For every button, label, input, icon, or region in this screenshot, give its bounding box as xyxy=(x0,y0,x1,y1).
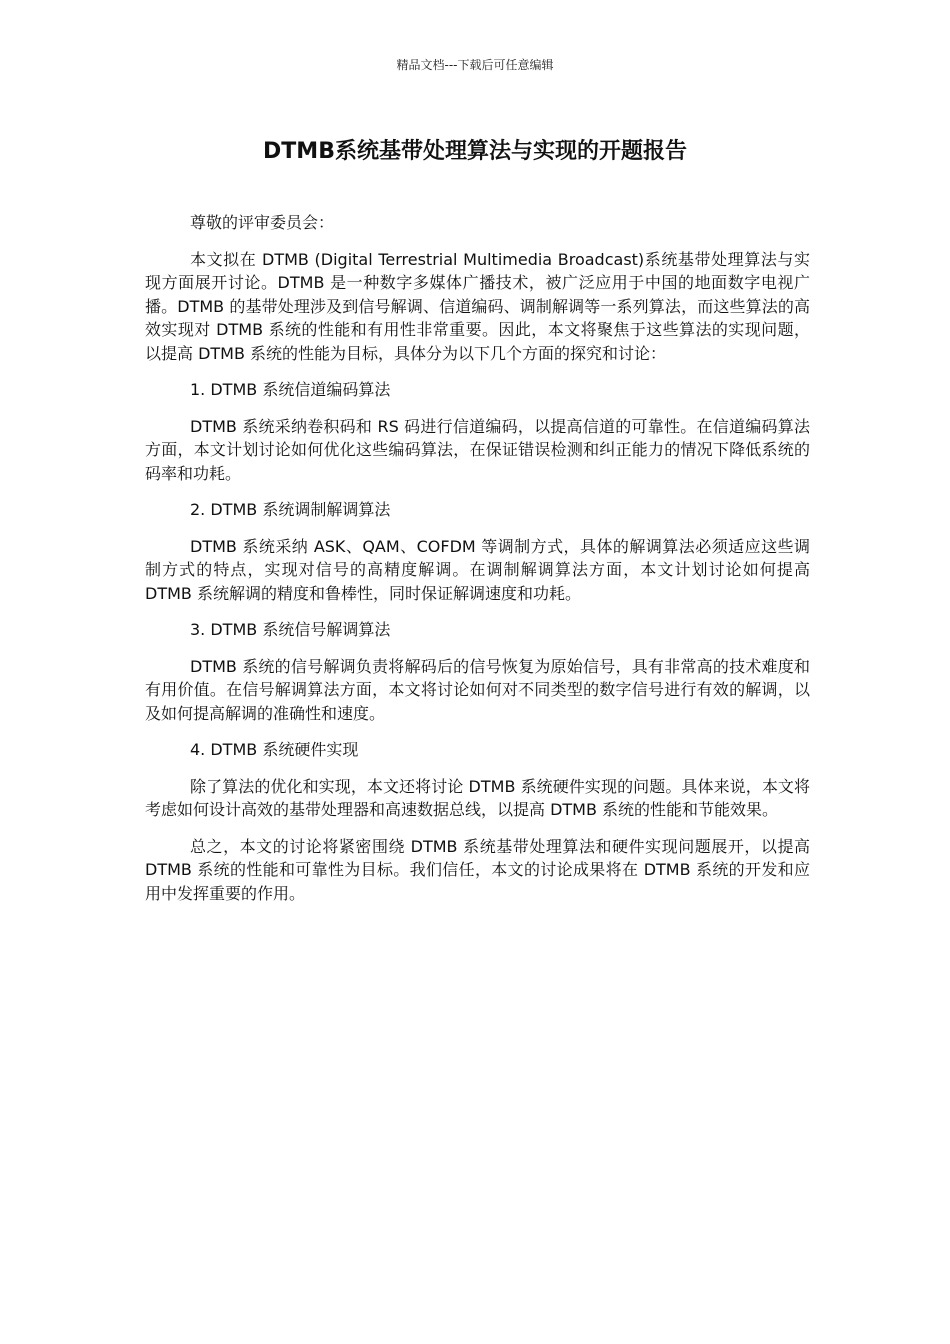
document-body xyxy=(145,211,810,918)
section-heading-channel-coding: 1. DTMB 系统信道编码算法 xyxy=(190,380,391,399)
section-body-channel-coding: DTMB 系统采纳卷积码和 RS 码进行信道编码，以提高信道的可靠性。在信道编码算法方面，本文计划讨论如何优化这些编码算法，在保证错误检测和纠正能力的情况下降低系统的码率和功耗。 xyxy=(145,416,810,483)
document-title: DTMB系统基带处理算法与实现的开题报告 xyxy=(263,139,687,164)
section-body-modulation: DTMB 系统采纳 ASK、QAM、COFDM 等调制方式，具体的解调算法必须适应这些调制方式的特点，实现对信号的高精度解调。在调制解调算法方面，本文计划讨论如何提高 DTMB 系统解调的精度和鲁棒性，同时保证解调速度和功耗。 xyxy=(145,536,810,603)
section-heading-hardware: 4. DTMB 系统硬件实现 xyxy=(190,740,359,759)
intro-paragraph: 本文拟在 DTMB (Digital Terrestrial Multimedia Broadcast)系统基带处理算法与实现方面展开讨论。DTMB 是一种数字多媒体广播技术，被广泛应用于中国的地面数字电视广播。DTMB 的基带处理涉及到信号解调、信道编码、调制解调等一系列算法，而这些算法的高效实现对 DTMB 系统的性能和有用性非常重要。因此，本文将聚焦于这些算法的实现问题，以提高 DTMB 系统的性能为目标，具体分为以下几个方面的探究和讨论： xyxy=(145,249,810,363)
conclusion-paragraph: 总之，本文的讨论将紧密围绕 DTMB 系统基带处理算法和硬件实现问题展开，以提高 DTMB 系统的性能和可靠性为目标。我们信任，本文的讨论成果将在 DTMB 系统的开发和应用中发挥重要的作用。 xyxy=(145,836,810,903)
section-heading-modulation: 2. DTMB 系统调制解调算法 xyxy=(190,500,391,519)
salutation: 尊敬的评审委员会： xyxy=(190,213,335,232)
section-heading-signal-demodulation: 3. DTMB 系统信号解调算法 xyxy=(190,620,391,639)
page-header: 精品文档---下载后可任意编辑 xyxy=(396,58,554,72)
section-body-signal-demodulation: DTMB 系统的信号解调负责将解码后的信号恢复为原始信号，具有非常高的技术难度和有用价值。在信号解调算法方面，本文将讨论如何对不同类型的数字信号进行有效的解调，以及如何提高解调的准确性和速度。 xyxy=(145,656,810,723)
section-body-hardware: 除了算法的优化和实现，本文还将讨论 DTMB 系统硬件实现的问题。具体来说，本文将考虑如何设计高效的基带处理器和高速数据总线，以提高 DTMB 系统的性能和节能效果。 xyxy=(145,776,810,819)
